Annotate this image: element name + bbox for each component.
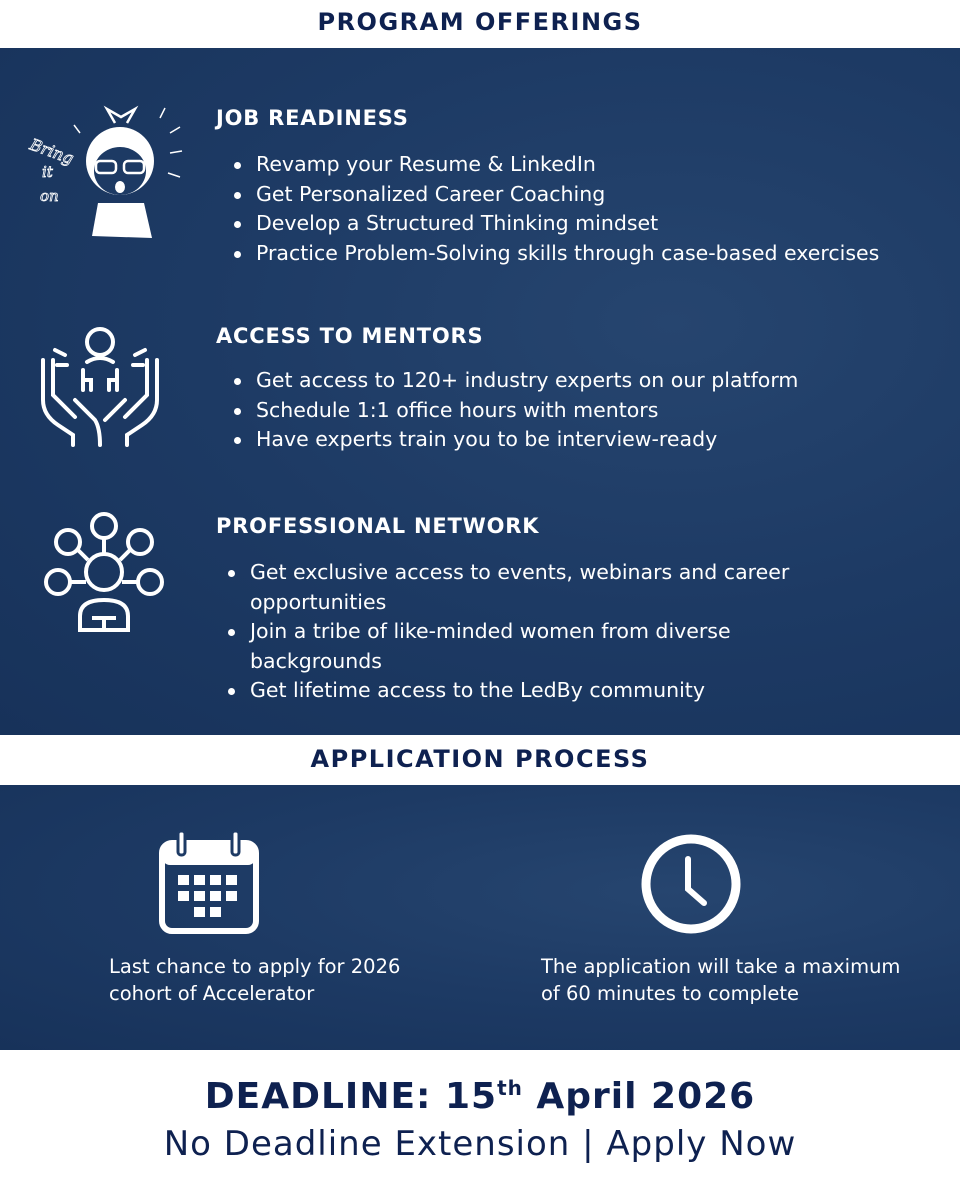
deadline-heading	[0, 1076, 960, 1117]
list-item: Develop a Structured Thinking mindset	[232, 209, 879, 239]
network-list	[226, 558, 866, 706]
list-item: Get lifetime access to the LedBy community	[226, 676, 866, 706]
clock-icon	[638, 831, 744, 937]
list-item: Practice Problem-Solving skills through case-based exercises	[232, 239, 879, 269]
section-title: ACCESS TO MENTORS	[216, 324, 484, 348]
job-readiness-list	[232, 150, 879, 268]
list-item: Schedule 1:1 office hours with mentors	[232, 396, 798, 426]
list-item: Get access to 120+ industry experts on our platform	[232, 366, 798, 396]
svg-text:on: on	[40, 187, 59, 205]
deadline-subtitle[interactable]: No Deadline Extension | Apply Now	[163, 1124, 797, 1164]
section-title: PROFESSIONAL NETWORK	[216, 514, 540, 538]
list-item: Revamp your Resume & LinkedIn	[232, 150, 879, 180]
network-icon	[42, 510, 166, 634]
calendar-icon	[158, 829, 260, 935]
deadline-label: DEADLINE: 15	[204, 1076, 498, 1117]
svg-text:Bring: Bring	[27, 134, 77, 169]
offerings-panel	[0, 48, 960, 735]
list-item: Get Personalized Career Coaching	[232, 180, 879, 210]
section-title: JOB READINESS	[216, 106, 409, 130]
bring-it-on-girl-icon	[20, 103, 200, 243]
application-panel	[0, 785, 960, 1050]
deadline-sup: th	[497, 1076, 523, 1100]
mentor-hands-icon	[35, 320, 165, 450]
offerings-title: PROGRAM OFFERINGS	[317, 8, 643, 36]
step-text: Last chance to apply for 2026 cohort of Accelerator	[109, 955, 401, 1005]
list-item: Join a tribe of like-minded women from diverse backgrounds	[226, 617, 866, 676]
mentors-list	[232, 366, 798, 455]
step-text: The application will take a maximum of 60 minutes to complete	[541, 955, 901, 1005]
list-item: Get exclusive access to events, webinars and career opportunities	[226, 558, 866, 617]
svg-text:it: it	[42, 163, 53, 181]
deadline-date: April 2026	[522, 1076, 756, 1117]
application-title: APPLICATION PROCESS	[310, 745, 650, 773]
list-item: Have experts train you to be interview-ready	[232, 425, 798, 455]
